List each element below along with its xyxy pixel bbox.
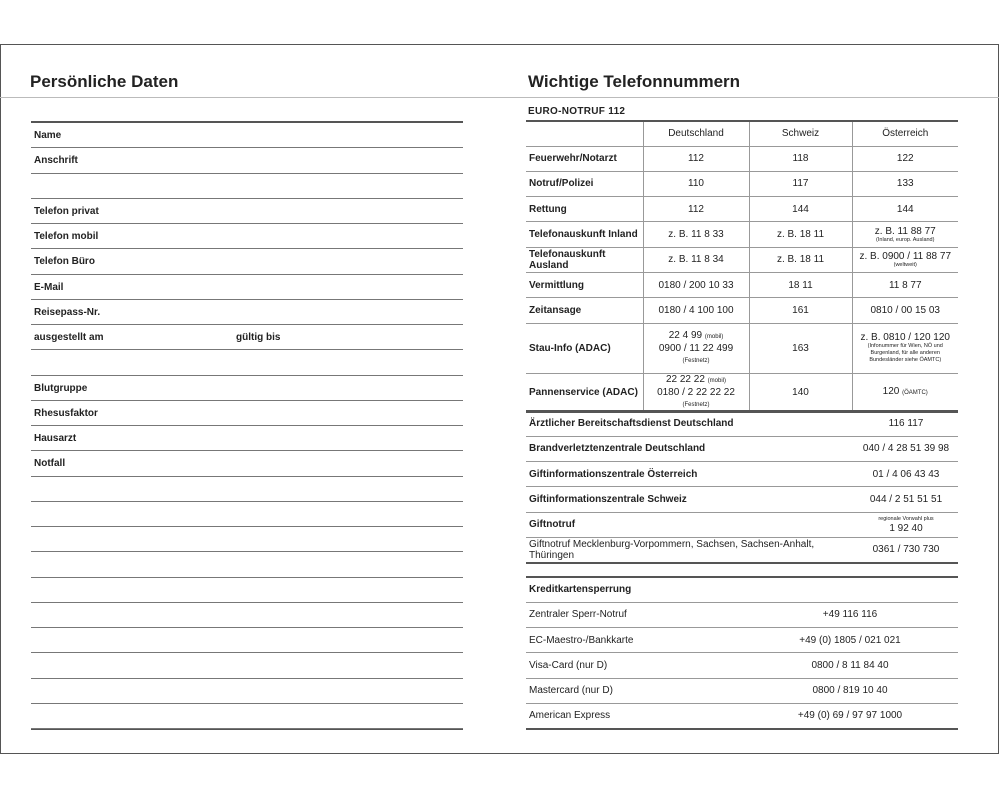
- form-field-label: Reisepass-Nr.: [34, 306, 101, 318]
- form-row[interactable]: [31, 502, 463, 527]
- form-field-label: Blutgruppe: [34, 382, 88, 394]
- emergency-label: Telefonauskunft Inland: [526, 222, 643, 247]
- number-ch: z. B. 18 11: [749, 247, 852, 272]
- emergency-label: Pannenservice (ADAC): [526, 373, 643, 412]
- emergency-label: Zeitansage: [526, 298, 643, 323]
- service-row: [526, 462, 958, 487]
- card-row: [526, 703, 958, 728]
- form-row[interactable]: [31, 426, 463, 451]
- service-row: [526, 436, 958, 461]
- column-header-de: Deutschland: [643, 121, 749, 146]
- form-row[interactable]: [31, 123, 463, 148]
- number-at-note: (ÖAMTC): [902, 389, 928, 396]
- form-row[interactable]: [31, 199, 463, 224]
- number-at: z. B. 11 88 77: [874, 225, 936, 237]
- number-de-line: [647, 387, 746, 411]
- service-number: 0361 / 730 730: [872, 544, 940, 556]
- number-ch: 163: [749, 323, 852, 373]
- card-row: [526, 602, 958, 627]
- service-number-cell: [854, 462, 958, 487]
- form-row[interactable]: [31, 275, 463, 300]
- card-number: +49 116 116: [742, 602, 958, 627]
- number-at-note: (Infonummer für Wien, NÖ und Burgenland, für alle anderen Bundesländer siehe ÖAMTC): [867, 343, 943, 364]
- card-number: 0800 / 819 10 40: [742, 678, 958, 703]
- form-row[interactable]: [31, 174, 463, 199]
- number-at: z. B. 0900 / 11 88 77: [859, 250, 952, 262]
- service-label: Ärztlicher Bereitschaftsdienst Deutschland: [526, 411, 854, 436]
- service-number: 116 117: [888, 418, 924, 430]
- number-at-cell: [852, 146, 958, 171]
- service-number-cell: [854, 411, 958, 436]
- form-row[interactable]: [31, 300, 463, 325]
- form-field-label: Anschrift: [34, 155, 78, 167]
- service-number: 01 / 4 06 43 43: [872, 468, 940, 480]
- form-row[interactable]: [31, 679, 463, 704]
- number-de-line: [647, 330, 746, 343]
- number-at-cell: [852, 272, 958, 297]
- form-row[interactable]: [31, 451, 463, 476]
- number-ch: 144: [749, 197, 852, 222]
- number-at: 120: [882, 385, 900, 397]
- card-label: EC-Maestro-/Bankkarte: [526, 628, 742, 653]
- card-label: Zentraler Sperr-Notruf: [526, 602, 742, 627]
- service-number: 040 / 4 28 51 39 98: [862, 443, 950, 455]
- form-row[interactable]: [31, 477, 463, 502]
- service-label: Brandverletztenzentrale Deutschland: [526, 436, 854, 461]
- service-number: 044 / 2 51 51 51: [869, 494, 943, 506]
- emergency-row: [526, 197, 958, 222]
- number-de-cell: [643, 373, 749, 412]
- service-label: Giftnotruf Mecklenburg-Vorpommern, Sachsen, Sachsen-Anhalt, Thüringen: [526, 537, 854, 562]
- form-row[interactable]: [31, 552, 463, 577]
- card-label: Mastercard (nur D): [526, 678, 742, 703]
- emergency-table: [526, 120, 958, 413]
- number-ch: 118: [749, 146, 852, 171]
- number-de-note: (mobil): [707, 377, 727, 384]
- card-label: American Express: [526, 703, 742, 728]
- number-at-cell: [852, 373, 958, 412]
- form-row[interactable]: [31, 578, 463, 603]
- number-de: 22 4 99: [668, 329, 703, 341]
- euro-notruf-label: EURO-NOTRUF 112: [528, 106, 626, 117]
- service-number-note: regionale Vorwahl plus: [878, 515, 934, 522]
- number-de: 22 22 22: [665, 373, 705, 385]
- number-at-cell: [852, 197, 958, 222]
- number-at: 144: [896, 203, 914, 215]
- form-row[interactable]: [31, 704, 463, 729]
- service-number-cell: [854, 537, 958, 562]
- number-de: 0900 / 11 22 499: [658, 342, 734, 354]
- emergency-label: Telefonauskunft Ausland: [526, 247, 643, 272]
- number-at-cell: [852, 323, 958, 373]
- service-label: Giftnotruf: [526, 512, 854, 537]
- column-header-ch: Schweiz: [749, 121, 852, 146]
- number-at-note: (weltweit): [893, 261, 917, 268]
- service-row: [526, 411, 958, 436]
- emergency-label: Feuerwehr/Notarzt: [526, 146, 643, 171]
- form-row[interactable]: [31, 325, 463, 350]
- number-de: 110: [643, 171, 749, 196]
- number-de: 0180 / 200 10 33: [643, 272, 749, 297]
- service-number-cell: [854, 436, 958, 461]
- number-de-line: [647, 343, 746, 367]
- service-label: Giftinformationszentrale Schweiz: [526, 487, 854, 512]
- form-row[interactable]: [31, 603, 463, 628]
- form-row[interactable]: [31, 350, 463, 375]
- service-number-cell: [854, 512, 958, 537]
- card-number: +49 (0) 69 / 97 97 1000: [742, 703, 958, 728]
- service-label: Giftinformationszentrale Österreich: [526, 462, 854, 487]
- emergency-row: [526, 272, 958, 297]
- emergency-label: Stau-Info (ADAC): [526, 323, 643, 373]
- form-row[interactable]: [31, 401, 463, 426]
- form-row[interactable]: [31, 249, 463, 274]
- number-ch: 117: [749, 171, 852, 196]
- header-blank: [526, 121, 643, 146]
- emergency-row: [526, 146, 958, 171]
- number-de-line: [647, 374, 746, 387]
- form-field-label: Telefon privat: [34, 205, 99, 217]
- emergency-label: Vermittlung: [526, 272, 643, 297]
- number-de-note: (Festnetz): [682, 357, 710, 364]
- emergency-row-stau: [526, 323, 958, 373]
- card-blocking-table: [526, 576, 958, 730]
- personal-data-form: [31, 121, 463, 730]
- number-ch: z. B. 18 11: [749, 222, 852, 247]
- emergency-row: [526, 298, 958, 323]
- form-row[interactable]: [31, 527, 463, 552]
- service-row: [526, 512, 958, 537]
- card-row: [526, 628, 958, 653]
- emergency-header-row: [526, 121, 958, 146]
- emergency-label: Rettung: [526, 197, 643, 222]
- service-number-cell: [854, 487, 958, 512]
- form-field-label: ausgestellt am: [34, 332, 104, 343]
- number-at: 0810 / 00 15 03: [870, 304, 940, 316]
- form-field-label: Name: [34, 130, 62, 141]
- number-at: 11 8 77: [888, 279, 922, 291]
- emergency-row-panne: [526, 373, 958, 412]
- number-ch: 161: [749, 298, 852, 323]
- number-at: 122: [896, 153, 914, 165]
- card-label: Visa-Card (nur D): [526, 653, 742, 678]
- number-de: 112: [643, 146, 749, 171]
- number-de: z. B. 11 8 34: [643, 247, 749, 272]
- number-at-cell: [852, 298, 958, 323]
- form-field-label: Telefon mobil: [34, 231, 99, 242]
- service-number: 1 92 40: [889, 522, 923, 534]
- form-field-label: Notfall: [34, 458, 66, 470]
- number-at-cell: [852, 171, 958, 196]
- phone-numbers-title: Wichtige Telefonnummern: [528, 72, 741, 91]
- number-at: z. B. 0810 / 120 120: [860, 332, 950, 344]
- number-de: 0180 / 4 100 100: [643, 298, 749, 323]
- number-at-cell: [852, 247, 958, 272]
- form-row[interactable]: [31, 376, 463, 401]
- number-ch: 140: [749, 373, 852, 412]
- number-de-note: (mobil): [704, 333, 724, 340]
- form-field-label: Hausarzt: [34, 433, 77, 444]
- cards-title-row: [526, 577, 958, 602]
- form-row[interactable]: [31, 148, 463, 173]
- service-row: [526, 487, 958, 512]
- form-row[interactable]: [31, 653, 463, 678]
- form-row[interactable]: [31, 224, 463, 249]
- emergency-label: Notruf/Polizei: [526, 171, 643, 196]
- number-at: 133: [896, 178, 914, 190]
- card-number: 0800 / 8 11 84 40: [742, 653, 958, 678]
- number-ch: 18 11: [749, 272, 852, 297]
- header-divider: [0, 97, 999, 98]
- number-de: 112: [643, 197, 749, 222]
- number-de: 0180 / 2 22 22 22: [657, 386, 735, 398]
- card-row: [526, 653, 958, 678]
- form-field-label: Rhesusfaktor: [34, 407, 98, 419]
- number-de: z. B. 11 8 33: [643, 222, 749, 247]
- form-field-label: E-Mail: [34, 281, 64, 293]
- form-row[interactable]: [31, 628, 463, 653]
- cards-title: Kreditkartensperrung: [526, 577, 958, 602]
- number-de-cell: [643, 323, 749, 373]
- card-number: +49 (0) 1805 / 021 021: [742, 628, 958, 653]
- number-at-cell: [852, 222, 958, 247]
- form-field-label-secondary: gültig bis: [236, 332, 281, 343]
- emergency-row: [526, 222, 958, 247]
- emergency-row: [526, 247, 958, 272]
- personal-data-title: Persönliche Daten: [30, 72, 179, 91]
- column-header-at: Österreich: [852, 121, 958, 146]
- emergency-row: [526, 171, 958, 196]
- services-table: [526, 410, 958, 564]
- service-row: [526, 537, 958, 562]
- number-at-note: (Inland, europ. Ausland): [876, 236, 935, 243]
- form-field-label: Telefon Büro: [34, 256, 95, 268]
- card-row: [526, 678, 958, 703]
- number-de-note: (Festnetz): [682, 401, 710, 408]
